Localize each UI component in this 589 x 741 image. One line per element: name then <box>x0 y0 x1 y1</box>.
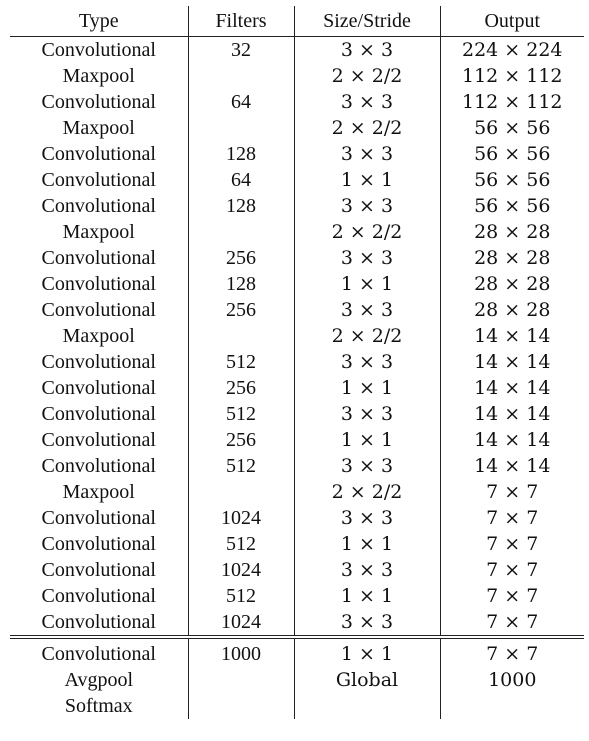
cell-output: 14 × 14 <box>440 453 584 479</box>
cell-size-stride: 3 × 3 <box>294 141 440 167</box>
cell-type: Convolutional <box>41 559 156 581</box>
cell-type: Softmax <box>64 695 133 717</box>
cell-type: Convolutional <box>41 299 156 321</box>
cell-type: Maxpool <box>62 65 135 87</box>
cell-filters: 64 <box>188 89 294 115</box>
cell-type: Convolutional <box>41 273 156 295</box>
cell-size-stride: Global <box>294 667 440 693</box>
table-row <box>10 323 584 349</box>
cell-type: Convolutional <box>41 643 156 665</box>
table-row <box>10 667 584 693</box>
cell-filters <box>188 115 294 141</box>
header-type: Type <box>10 6 188 37</box>
cell-filters: 256 <box>188 245 294 271</box>
cell-output: 7 × 7 <box>440 583 584 609</box>
table-row <box>10 557 584 583</box>
cell-output: 7 × 7 <box>440 479 584 505</box>
cell-size-stride: 3 × 3 <box>294 557 440 583</box>
cell-type: Convolutional <box>10 609 188 637</box>
cell-output <box>440 693 584 719</box>
cell-output: 112 × 112 <box>440 63 584 89</box>
table-row <box>10 427 584 453</box>
cell-output: 7 × 7 <box>440 505 584 531</box>
table-body-main <box>10 37 584 638</box>
cell-filters: 32 <box>188 37 294 64</box>
table-row <box>10 375 584 401</box>
cell-filters <box>188 323 294 349</box>
cell-type: Convolutional <box>41 585 156 607</box>
cell-output: 7 × 7 <box>440 531 584 557</box>
cell-size-stride: 3 × 3 <box>294 37 440 64</box>
cell-filters: 256 <box>188 375 294 401</box>
cell-size-stride: 1 × 1 <box>294 167 440 193</box>
cell-output: 28 × 28 <box>440 271 584 297</box>
cell-type: Convolutional <box>41 429 156 451</box>
cell-output: 28 × 28 <box>440 245 584 271</box>
cell-filters: 64 <box>188 167 294 193</box>
cell-filters: 1024 <box>188 557 294 583</box>
table-row <box>10 141 584 167</box>
cell-output: 28 × 28 <box>440 219 584 245</box>
cell-output: 14 × 14 <box>440 375 584 401</box>
cell-filters <box>188 667 294 693</box>
cell-size-stride: 3 × 3 <box>294 297 440 323</box>
table-row <box>10 193 584 219</box>
cell-filters: 512 <box>188 349 294 375</box>
table-header <box>10 6 584 37</box>
header-filters: Filters <box>188 6 294 37</box>
cell-size-stride <box>294 693 440 719</box>
cell-filters: 128 <box>188 141 294 167</box>
cell-filters: 1024 <box>188 609 294 637</box>
cell-output: 56 × 56 <box>440 115 584 141</box>
table-row <box>10 63 584 89</box>
table-row <box>10 167 584 193</box>
cell-size-stride: 2 × 2/2 <box>294 219 440 245</box>
cell-type: Convolutional <box>41 455 156 477</box>
table-body-final <box>10 637 584 719</box>
table-row <box>10 479 584 505</box>
cell-output: 56 × 56 <box>440 141 584 167</box>
cell-filters: 1024 <box>188 505 294 531</box>
header-size-stride: Size/Stride <box>294 6 440 37</box>
cell-type: Maxpool <box>62 221 135 243</box>
cell-type: Convolutional <box>41 169 156 191</box>
cell-type: Convolutional <box>41 533 156 555</box>
table-row <box>10 219 584 245</box>
cell-size-stride: 3 × 3 <box>294 193 440 219</box>
table-row <box>10 297 584 323</box>
cell-size-stride: 3 × 3 <box>294 401 440 427</box>
cell-size-stride: 2 × 2/2 <box>294 115 440 141</box>
cell-size-stride: 2 × 2/2 <box>294 63 440 89</box>
cell-type: Convolutional <box>41 377 156 399</box>
table-row <box>10 583 584 609</box>
cell-filters: 128 <box>188 271 294 297</box>
cell-size-stride: 3 × 3 <box>294 89 440 115</box>
cell-output: 1000 <box>440 667 584 693</box>
cell-type: Convolutional <box>41 143 156 165</box>
cell-size-stride: 2 × 2/2 <box>294 323 440 349</box>
architecture-table-container <box>10 6 584 719</box>
table-row <box>10 609 584 637</box>
cell-filters <box>188 693 294 719</box>
cell-type: Maxpool <box>62 481 135 503</box>
cell-size-stride: 1 × 1 <box>294 637 440 667</box>
cell-output: 14 × 14 <box>440 427 584 453</box>
cell-filters: 512 <box>188 453 294 479</box>
cell-filters: 256 <box>188 427 294 453</box>
cell-type: Maxpool <box>62 117 135 139</box>
cell-type: Convolutional <box>41 507 156 529</box>
cell-size-stride: 3 × 3 <box>294 453 440 479</box>
table-row <box>10 349 584 375</box>
cell-type: Convolutional <box>41 39 156 61</box>
table-row <box>10 693 584 719</box>
cell-output: 14 × 14 <box>440 349 584 375</box>
cell-size-stride: 1 × 1 <box>294 583 440 609</box>
header-output: Output <box>440 6 584 37</box>
cell-filters: 256 <box>188 297 294 323</box>
cell-type: Avgpool <box>64 669 133 691</box>
cell-size-stride: 1 × 1 <box>294 375 440 401</box>
table-row <box>10 637 584 667</box>
cell-size-stride: 3 × 3 <box>294 245 440 271</box>
cell-size-stride: 3 × 3 <box>294 349 440 375</box>
cell-output: 56 × 56 <box>440 167 584 193</box>
cell-size-stride: 2 × 2/2 <box>294 479 440 505</box>
cell-output: 7 × 7 <box>440 637 584 667</box>
cell-filters: 128 <box>188 193 294 219</box>
cell-size-stride: 1 × 1 <box>294 271 440 297</box>
architecture-table <box>10 6 584 719</box>
cell-size-stride: 1 × 1 <box>294 531 440 557</box>
cell-type: Convolutional <box>41 403 156 425</box>
table-row <box>10 401 584 427</box>
table-row <box>10 37 584 64</box>
cell-filters: 512 <box>188 583 294 609</box>
cell-output: 224 × 224 <box>440 37 584 64</box>
cell-output: 56 × 56 <box>440 193 584 219</box>
cell-type: Convolutional <box>41 351 156 373</box>
cell-filters <box>188 63 294 89</box>
cell-filters: 1000 <box>188 637 294 667</box>
cell-filters: 512 <box>188 531 294 557</box>
cell-output: 112 × 112 <box>440 89 584 115</box>
table-row <box>10 115 584 141</box>
header-row <box>10 6 584 37</box>
cell-filters: 512 <box>188 401 294 427</box>
table-row <box>10 453 584 479</box>
cell-output: 14 × 14 <box>440 323 584 349</box>
table-row <box>10 271 584 297</box>
cell-size-stride: 3 × 3 <box>294 609 440 637</box>
cell-output: 28 × 28 <box>440 297 584 323</box>
cell-filters <box>188 479 294 505</box>
table-row <box>10 89 584 115</box>
table-row <box>10 505 584 531</box>
cell-output: 7 × 7 <box>440 557 584 583</box>
cell-output: 7 × 7 <box>440 609 584 637</box>
cell-output: 14 × 14 <box>440 401 584 427</box>
cell-type: Convolutional <box>41 91 156 113</box>
cell-type: Convolutional <box>41 247 156 269</box>
cell-type: Maxpool <box>62 325 135 347</box>
cell-filters <box>188 219 294 245</box>
table-row <box>10 245 584 271</box>
cell-type: Convolutional <box>41 195 156 217</box>
table-row <box>10 531 584 557</box>
cell-size-stride: 1 × 1 <box>294 427 440 453</box>
cell-size-stride: 3 × 3 <box>294 505 440 531</box>
